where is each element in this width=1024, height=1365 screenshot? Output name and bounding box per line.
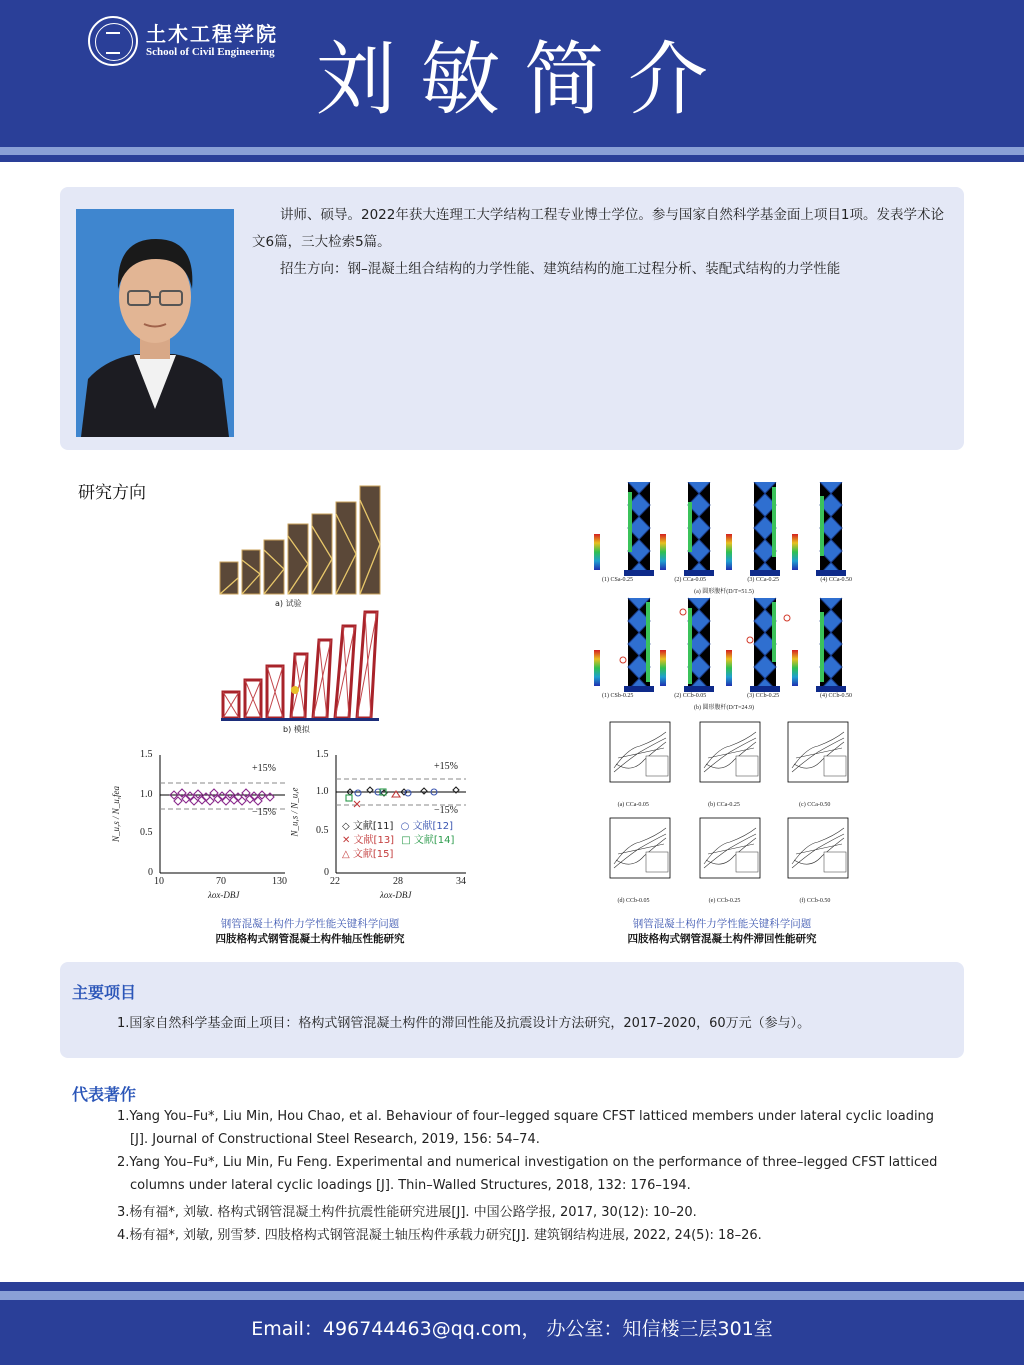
row-a-label-4: (4) CCa-0.50	[820, 577, 852, 583]
footer-stripe-dark	[0, 1282, 1024, 1291]
row-a-label-2: (2) CCa-0.05	[674, 577, 706, 583]
plot1-xtick-70: 70	[216, 876, 226, 887]
plot1-xtick-10: 10	[154, 876, 164, 887]
publications-heading: 代表著作	[72, 1085, 137, 1104]
hysteresis-label-b: (b) CCa-0.25	[708, 802, 740, 808]
plot1-xtick-130: 130	[272, 876, 287, 887]
publication-1-line-2: [J]. Journal of Constructional Steel Research, 2019, 156: 54–74.	[130, 1132, 540, 1147]
axial-ratio-plot-2	[289, 745, 476, 905]
intro-paragraph-bio: 讲师、硕导。2022年获大连理工大学结构工程专业博士学位。参与国家自然科学基金面上项目1项。发表学术论文6篇，三大检索5篇。	[252, 207, 944, 250]
row-a-label-3: (3) CCa-0.25	[747, 577, 779, 583]
plot2-ytick-1.5: 1.5	[316, 749, 329, 760]
plot2-xtick-28: 28	[393, 876, 403, 887]
plot1-ytick-1.5: 1.5	[140, 749, 153, 760]
publication-1-line-1: 1.Yang You–Fu*, Liu Min, Hou Chao, et al. Behaviour of four–legged square CFST latticed members under lateral cyclic loading	[117, 1109, 935, 1124]
footer-banner	[0, 1300, 1024, 1365]
row-a-label-1: (1) CSa-0.25	[602, 577, 633, 583]
plot2-xtick-34: 34	[456, 876, 466, 887]
intro-text	[252, 202, 952, 283]
plot1-xlabel: λox-DBJ	[208, 890, 240, 900]
header-stripe-dark	[0, 155, 1024, 162]
right-caption-black: 四肢格构式钢管混凝土构件滞回性能研究	[627, 933, 817, 945]
hysteresis-labels-row2	[588, 898, 860, 904]
legend-ref12: ○ 文献[12]	[400, 821, 454, 832]
plot1-ylabel: N_u,s / N_u,fea	[111, 785, 122, 843]
hysteresis-labels-row1	[588, 802, 860, 808]
plot2-upper-band-label: +15%	[434, 761, 458, 772]
hysteresis-curves-figure	[588, 718, 860, 908]
plot2-ytick-0: 0	[324, 867, 329, 878]
row-b-caption: (b) 圆形腹杆(D/T=24.9)	[693, 705, 755, 711]
figure-label-simulation: b) 模拟	[283, 725, 310, 734]
logo-english-name: School of Civil Engineering	[146, 46, 275, 58]
hysteresis-label-a: (a) CCa-0.05	[617, 802, 649, 808]
row-a-caption: (a) 圆形腹杆(D/T=51.5)	[694, 589, 754, 595]
figure-label-test: a) 试验	[275, 599, 302, 608]
legend-ref11: ◇ 文献[11]	[342, 821, 394, 832]
hysteresis-label-e: (e) CCb-0.25	[708, 898, 741, 904]
row-b-labels	[602, 693, 852, 699]
simulation-figure	[215, 610, 385, 740]
hysteresis-label-d: (d) CCb-0.05	[617, 898, 650, 904]
intro-paragraph-admission: 招生方向：钢–混凝土组合结构的力学性能、建筑结构的施工过程分析、装配式结构的力学性能	[280, 261, 841, 277]
stress-contour-figure	[590, 482, 858, 714]
left-caption-blue: 钢管混凝土构件力学性能关键科学问题	[220, 918, 400, 930]
row-b-label-3: (3) CCb-0.25	[747, 693, 780, 699]
plot1-ytick-1.0: 1.0	[140, 789, 153, 800]
research-heading: 研究方向	[78, 483, 146, 503]
plot1-ytick-0: 0	[148, 867, 153, 878]
contact-info: Email：496744463@qq.com， 办公室：知信楼三层301室	[251, 1318, 773, 1340]
plot2-legend	[342, 820, 454, 862]
project-item-1: 1.国家自然科学基金面上项目：格构式钢管混凝土构件的滞回性能及抗震设计方法研究，2017–2020，60万元（参与）。	[117, 1016, 811, 1031]
test-specimen-figure	[215, 484, 385, 614]
header-stripe-light	[0, 147, 1024, 155]
projects-card	[60, 962, 964, 1058]
row-b-label-4: (4) CCb-0.50	[819, 693, 852, 699]
plot2-ylabel: N_u,s / N_u,e	[289, 787, 300, 837]
plot1-lower-band-label: −15%	[252, 807, 276, 818]
left-caption-black: 四肢格构式钢管混凝土构件轴压性能研究	[215, 933, 405, 945]
publication-2-line-2: columns under lateral cyclic loadings [J]. Thin–Walled Structures, 2018, 132: 176–194.	[130, 1178, 691, 1193]
projects-heading: 主要项目	[72, 983, 137, 1002]
plot1-ytick-0.5: 0.5	[140, 827, 153, 838]
logo-chinese-name: 土木工程学院	[146, 22, 278, 46]
plot2-xtick-22: 22	[330, 876, 340, 887]
portrait-photo	[76, 209, 234, 437]
plot2-ytick-0.5: 0.5	[316, 825, 329, 836]
plot2-ytick-1.0: 1.0	[316, 786, 329, 797]
header-banner	[0, 0, 1024, 147]
right-caption-blue: 钢管混凝土构件力学性能关键科学问题	[632, 918, 812, 930]
footer-stripe-light	[0, 1291, 1024, 1300]
publication-2-line-1: 2.Yang You–Fu*, Liu Min, Fu Feng. Experimental and numerical investigation on the performance of three–legged CFST latticed	[117, 1155, 938, 1170]
plot2-xlabel: λox-DBJ	[380, 890, 412, 900]
publication-3: 3.杨有福*, 刘敏. 格构式钢管混凝土构件抗震性能研究进展[J]. 中国公路学报, 2017, 30(12): 10–20.	[117, 1205, 697, 1220]
hysteresis-label-f: (f) CCb-0.50	[799, 898, 831, 904]
publication-4: 4.杨有福*, 刘敏, 别雪梦. 四肢格构式钢管混凝土轴压构件承载力研究[J]. 建筑钢结构进展, 2022, 24(5): 18–26.	[117, 1228, 762, 1243]
legend-ref15: △ 文献[15]	[342, 849, 394, 860]
axial-ratio-plot-1	[111, 745, 290, 905]
row-b-label-2: (2) CCb-0.05	[674, 693, 707, 699]
hysteresis-label-c: (c) CCa-0.50	[799, 802, 831, 808]
page-title: 刘敏简介	[316, 33, 732, 126]
plot1-upper-band-label: +15%	[252, 763, 276, 774]
row-a-labels	[602, 577, 852, 583]
plot2-lower-band-label: −15%	[434, 805, 458, 816]
legend-ref14: □ 文献[14]	[401, 835, 455, 846]
legend-ref13: ✕ 文献[13]	[342, 835, 395, 846]
row-b-label-1: (1) CSb-0.25	[602, 693, 634, 699]
